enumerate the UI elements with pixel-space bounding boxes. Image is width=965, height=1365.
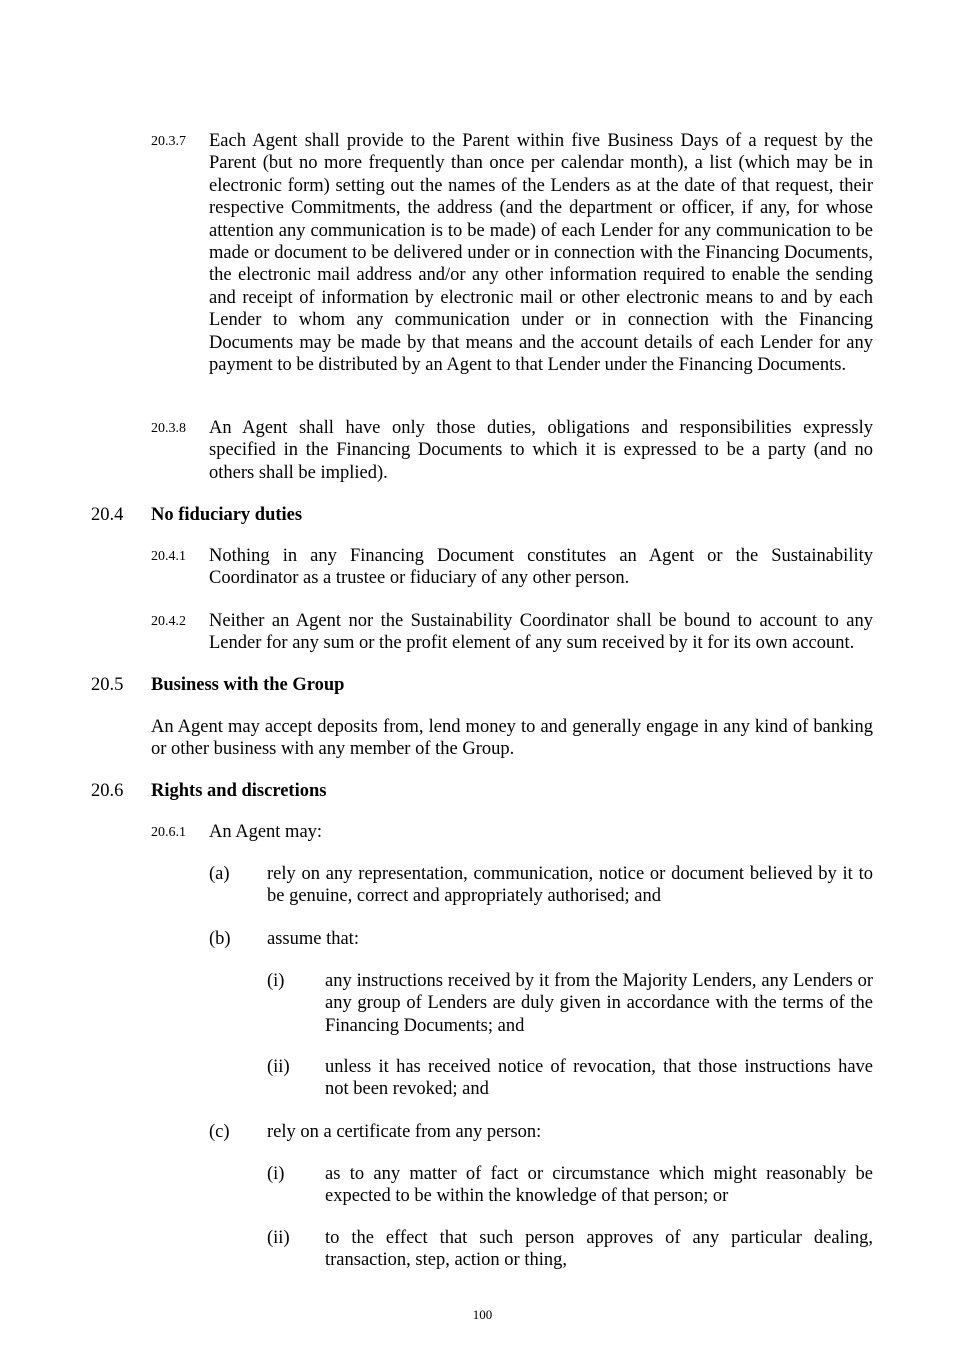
section-number-20-5: 20.5 — [91, 675, 124, 695]
subparagraph-b-ii — [325, 1056, 873, 1101]
paragraph-a-text: rely on any representation, communication, notice or document believed by it to be genuine, correct and appropriately authorised; and — [267, 864, 873, 907]
clause-20-4-2-text: Neither an Agent nor the Sustainability Coordinator shall be bound to account to any Lender for any sum or the profit element of any sum received by it for its own account. — [209, 611, 873, 654]
clause-20-4-1 — [209, 545, 873, 590]
paragraph-b-text: assume that: — [267, 929, 359, 949]
subparagraph-c-ii — [325, 1227, 873, 1272]
clause-number-20-3-8: 20.3.8 — [151, 421, 186, 436]
page-number: 100 — [472, 1307, 493, 1322]
paragraph-b — [267, 928, 873, 950]
subparagraph-label-b-i: (i) — [267, 971, 285, 991]
clause-20-3-7-text: Each Agent shall provide to the Parent within five Business Days of a request by the Parent (but no more frequently than once per calendar month), a list (which may be in electronic form) setting out the names of the Lenders as at the date of that request, their respective Commitments, the address (and the department or officer, if any, for whose attention any communication is to be made) of each Lender for any communication to be made or document to be delivered under or in connection with the Financing Documents, the electronic mail address and/or any other information required to enable the sending and receipt of information by electronic mail or other electronic means to and by each Lender to whom any communication under or in connection with the Financing Documents may be made by that means and the account details of each Lender for any payment to be distributed by an Agent to that Lender under the Financing Documents. — [209, 131, 873, 376]
clause-number-20-4-1: 20.4.1 — [151, 549, 186, 564]
clause-20-3-8 — [209, 417, 873, 484]
subparagraph-b-ii-text: unless it has received notice of revocation, that those instructions have not been revoked; and — [325, 1057, 873, 1100]
paragraph-label-b: (b) — [209, 929, 231, 949]
section-heading-20-5: Business with the Group — [151, 675, 345, 695]
clause-number-20-4-2: 20.4.2 — [151, 614, 186, 629]
subparagraph-b-i-text: any instructions received by it from the Majority Lenders, any Lenders or any group of Lenders are duly given in accordance with the terms of the Financing Documents; and — [325, 971, 873, 1036]
subparagraph-label-c-ii: (ii) — [267, 1228, 290, 1248]
paragraph-c-text: rely on a certificate from any person: — [267, 1122, 542, 1142]
subparagraph-c-ii-text: to the effect that such person approves of any particular dealing, transaction, step, action or thing, — [325, 1228, 873, 1271]
clause-20-6-1-text: An Agent may: — [209, 822, 323, 842]
section-20-5-body — [151, 716, 873, 761]
subparagraph-label-b-ii: (ii) — [267, 1057, 290, 1077]
subparagraph-b-i — [325, 970, 873, 1037]
paragraph-label-c: (c) — [209, 1122, 230, 1142]
clause-20-4-1-text: Nothing in any Financing Document constitutes an Agent or the Sustainability Coordinator as a trustee or fiduciary of any other person. — [209, 546, 873, 589]
subparagraph-c-i — [325, 1163, 873, 1208]
clause-20-3-8-text: An Agent shall have only those duties, obligations and responsibilities expressly specified in the Financing Documents to which it is expressed to be a party (and no others shall be implied). — [209, 418, 873, 483]
section-number-20-4: 20.4 — [91, 505, 124, 525]
paragraph-c — [267, 1121, 873, 1143]
section-20-5-text: An Agent may accept deposits from, lend money to and generally engage in any kind of banking or other business with any member of the Group. — [151, 717, 873, 760]
clause-20-3-7 — [209, 130, 873, 376]
subparagraph-label-c-i: (i) — [267, 1164, 285, 1184]
section-number-20-6: 20.6 — [91, 781, 124, 801]
paragraph-a — [267, 863, 873, 908]
clause-20-6-1 — [209, 821, 873, 843]
clause-20-4-2 — [209, 610, 873, 655]
clause-number-20-3-7: 20.3.7 — [151, 134, 186, 149]
section-heading-20-4: No fiduciary duties — [151, 505, 303, 525]
subparagraph-c-i-text: as to any matter of fact or circumstance which might reasonably be expected to be within the knowledge of that person; or — [325, 1164, 873, 1207]
clause-number-20-6-1: 20.6.1 — [151, 825, 186, 840]
paragraph-label-a: (a) — [209, 864, 230, 884]
section-heading-20-6: Rights and discretions — [151, 781, 327, 801]
